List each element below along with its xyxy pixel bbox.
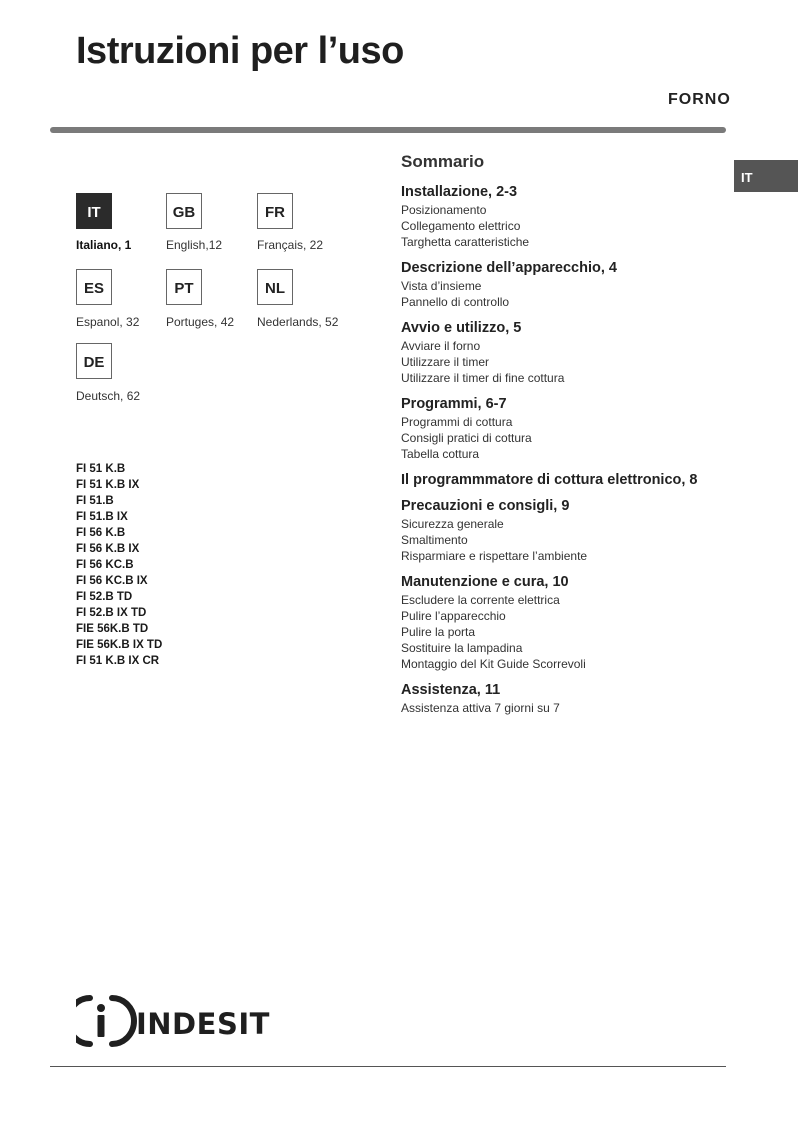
toc-section-manutenzione: [401, 574, 731, 672]
toc-item[interactable]: Vista d’insieme: [401, 279, 482, 293]
lang-box-es[interactable]: [76, 269, 112, 305]
language-side-tab-label: IT: [741, 170, 753, 185]
toc-section-title[interactable]: Programmi, 6-7: [401, 396, 507, 412]
lang-code: GB: [172, 204, 196, 221]
toc-section-title[interactable]: Precauzioni e consigli, 9: [401, 498, 570, 514]
product-type-label: FORNO: [668, 91, 731, 108]
model-item: FI 52.B IX TD: [76, 607, 147, 619]
model-item: FI 56 K.B IX: [76, 543, 140, 555]
lang-label-it: Italiano, 1: [76, 238, 132, 252]
lang-code: FR: [265, 204, 285, 221]
toc-section-avvio: [401, 320, 731, 386]
lang-code: NL: [265, 280, 285, 297]
toc-section-assistenza: [401, 682, 731, 716]
model-item: FI 51.B IX: [76, 511, 128, 523]
top-divider: [50, 127, 726, 133]
toc-section-title[interactable]: Installazione, 2-3: [401, 184, 518, 200]
lang-label-es: Espanol, 32: [76, 315, 140, 329]
toc-section-installazione: [401, 184, 731, 250]
indesit-wordmark: INDESIT: [136, 1007, 270, 1041]
model-item: FI 56 KC.B: [76, 559, 134, 571]
toc-item[interactable]: Consigli pratici di cottura: [401, 431, 532, 445]
model-item: FI 51 K.B: [76, 463, 126, 475]
lang-code: DE: [83, 354, 105, 371]
table-of-contents: [401, 152, 731, 726]
language-side-tab: [734, 160, 798, 192]
model-item: FIE 56K.B IX TD: [76, 639, 163, 651]
toc-item[interactable]: Pulire la porta: [401, 625, 476, 639]
toc-item[interactable]: Tabella cottura: [401, 447, 480, 461]
lang-box-de[interactable]: [76, 343, 112, 379]
toc-item[interactable]: Montaggio del Kit Guide Scorrevoli: [401, 657, 586, 671]
lang-label-nl: Nederlands, 52: [257, 315, 339, 329]
indesit-logo-mark: [76, 994, 276, 1048]
toc-heading: Sommario: [401, 152, 485, 171]
toc-item[interactable]: Programmi di cottura: [401, 415, 513, 429]
toc-section-title[interactable]: Assistenza, 11: [401, 682, 501, 698]
toc-section-title[interactable]: Avvio e utilizzo, 5: [401, 320, 522, 336]
lang-label-pt: Portuges, 42: [166, 315, 235, 329]
model-item: FIE 56K.B TD: [76, 623, 149, 635]
toc-item[interactable]: Smaltimento: [401, 533, 468, 547]
toc-section-title[interactable]: Descrizione dell’apparecchio, 4: [401, 260, 617, 276]
toc-item[interactable]: Posizionamento: [401, 203, 487, 217]
toc-section-title[interactable]: Il programmmatore di cottura elettronico, 8: [401, 472, 698, 488]
toc-item[interactable]: Sostituire la lampadina: [401, 641, 523, 655]
toc-item[interactable]: Sicurezza generale: [401, 517, 504, 531]
toc-section-programmi: [401, 396, 731, 462]
toc-item[interactable]: Collegamento elettrico: [401, 219, 521, 233]
model-item: FI 52.B TD: [76, 591, 133, 603]
model-item: FI 51 K.B IX CR: [76, 655, 160, 667]
model-item: FI 51 K.B IX: [76, 479, 140, 491]
lang-box-it[interactable]: [76, 193, 112, 229]
lang-box-gb[interactable]: [166, 193, 202, 229]
lang-label-de: Deutsch, 62: [76, 389, 141, 403]
lang-code: ES: [83, 280, 104, 297]
indesit-logo: [76, 994, 276, 1048]
bottom-divider: [50, 1066, 726, 1067]
toc-item[interactable]: Avviare il forno: [401, 339, 481, 353]
lang-box-pt[interactable]: [166, 269, 202, 305]
model-item: FI 51.B: [76, 495, 114, 507]
toc-item[interactable]: Risparmiare e rispettare l’ambiente: [401, 549, 588, 563]
lang-label-fr: Français, 22: [257, 238, 324, 252]
toc-section-descrizione: [401, 260, 731, 310]
model-item: FI 56 K.B: [76, 527, 126, 539]
toc-section-programmatore: [401, 472, 731, 488]
toc-item[interactable]: Utilizzare il timer di fine cottura: [401, 371, 565, 385]
toc-item[interactable]: Utilizzare il timer: [401, 355, 490, 369]
toc-item[interactable]: Pannello di controllo: [401, 295, 510, 309]
lang-box-fr[interactable]: [257, 193, 293, 229]
toc-item[interactable]: Escludere la corrente elettrica: [401, 593, 560, 607]
model-item: FI 56 KC.B IX: [76, 575, 148, 587]
toc-item[interactable]: Pulire l’apparecchio: [401, 609, 506, 623]
page-title: Istruzioni per l’uso: [76, 30, 404, 72]
model-list: [76, 461, 162, 669]
lang-code: IT: [87, 204, 101, 221]
toc-item[interactable]: Targhetta caratteristiche: [401, 235, 530, 249]
lang-label-gb: English,12: [166, 238, 223, 252]
lang-code: PT: [174, 280, 194, 297]
toc-item[interactable]: Assistenza attiva 7 giorni su 7: [401, 701, 560, 715]
lang-box-nl[interactable]: [257, 269, 293, 305]
toc-section-title[interactable]: Manutenzione e cura, 10: [401, 574, 569, 590]
toc-section-precauzioni: [401, 498, 731, 564]
